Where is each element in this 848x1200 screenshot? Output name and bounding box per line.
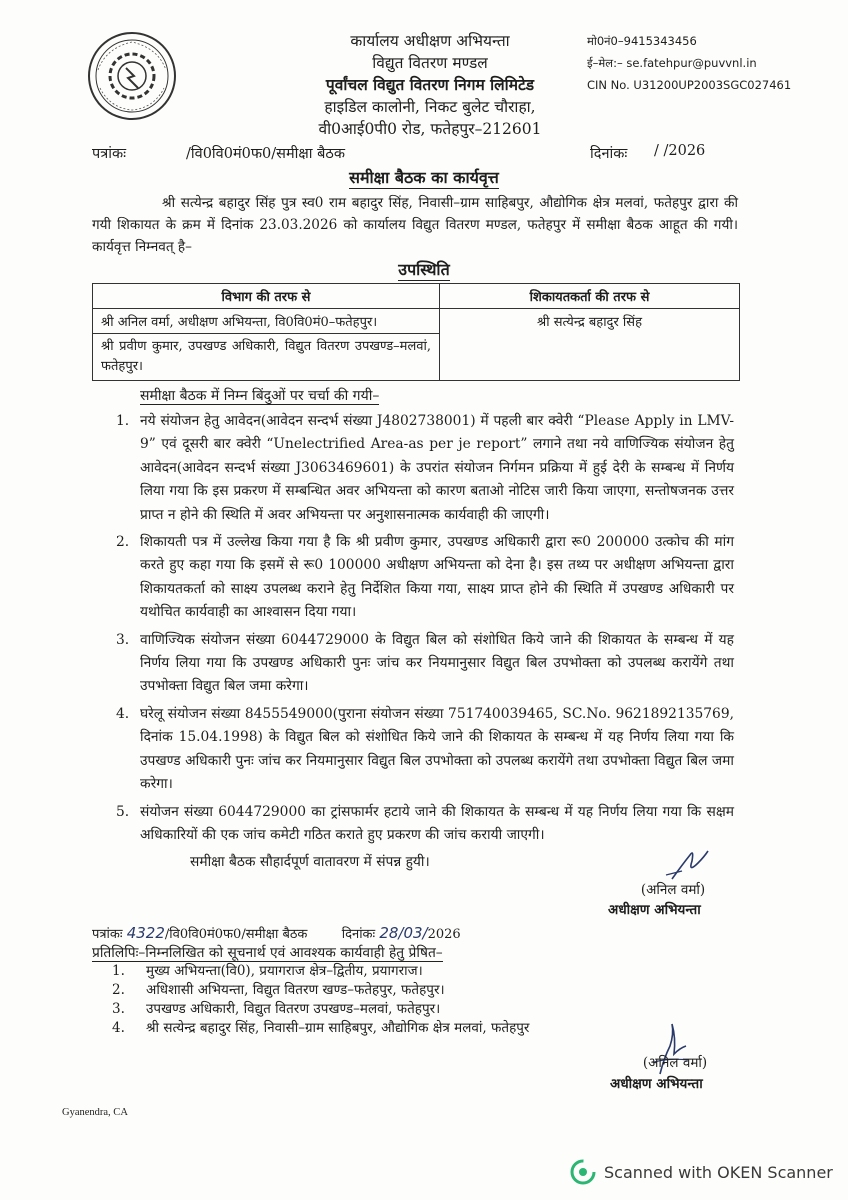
signatory-name: (अनिल वर्मा) (640, 882, 706, 898)
date-label: दिनांकः (590, 146, 628, 162)
signatory-name: (अनिल वर्मा) (642, 1055, 708, 1071)
signatory-designation: अधीक्षण अभियन्ता (610, 1076, 703, 1092)
copy-heading: प्रतिलिपिः–निम्नलिखित को सूचनार्थ एवं आवश्यक कार्यवाही हेतु प्रेषित– (92, 945, 443, 961)
table-header-row (93, 284, 740, 309)
point-text: नये संयोजन हेतु आवेदन(आवेदन सन्दर्भ संख्या J4802738001) में पहली बार क्वेरी “Please Apply in LMV-9” एवं दूसरी बार क्वेरी “Unelectrified Area-as per je report” लगाने तथा नये वाणिज्यिक संयोजन हेतु आवेदन(आवेदन सन्दर्भ संख्या J3063469601) के उपरांत संयोजन निर्गमन प्रक्रिया में हुई देरी के सम्बन्ध में निर्णय लिया गया कि इस प्रकरण में सम्बन्धित अवर अभियन्ता को कारण बताओ नोटिस जारी किया जाएगा, सन्तोषजनक उत्तर प्राप्त न होने की स्थिति में अवर अभियन्ता पर अनुशासनात्मक कार्यवाही की जाएगी। (140, 413, 734, 523)
date-year: 2026 (427, 927, 461, 942)
list-item (112, 1000, 529, 1019)
point-number: 1. (116, 413, 130, 429)
list-item (108, 410, 734, 527)
copy-text: अधिशासी अभियन्ता, विद्युत वितरण खण्ड–फतेहपुर, फतेहपुर। (146, 982, 445, 998)
copy-number: 3. (112, 1001, 125, 1017)
attendance-table (92, 283, 740, 381)
email-address: ई–मेल:– se.fatehpur@puvvnl.in (587, 56, 757, 70)
date-value: / /2026 (654, 143, 706, 159)
discussion-points-list (108, 410, 734, 847)
office-line: विद्युत वितरण मण्डल (372, 54, 488, 72)
office-line: वी0आई0पी0 रोड, फतेहपुर–212601 (318, 120, 542, 138)
patrank-value: /वि0वि0मं0फ0/समीक्षा बैठक (186, 146, 345, 162)
discom-logo-icon (86, 30, 178, 122)
copy-recipients-list (112, 962, 529, 1038)
department-member: श्री अनिल वर्मा, अधीक्षण अभियन्ता, वि0वि0मं0–फतेहपुर। (93, 309, 440, 334)
copy-number: 1. (112, 963, 125, 979)
point-number: 3. (116, 631, 130, 648)
intro-paragraph: श्री सत्येन्द्र बहादुर सिंह पुत्र स्व0 राम बहादुर सिंह, निवासी–ग्राम साहिबपुर, औद्योगिक क्षेत्र मलवां, फतेहपुर द्वारा की गयी शिकायत के क्रम में दिनांक 23.03.2026 को कार्यालय विद्युत वितरण मण्डल, फतेहपुर में समीक्षा बैठक आहूत की गयी। कार्यवृत्त निम्नवत् है– (92, 195, 738, 255)
list-item (112, 1019, 529, 1038)
list-item (108, 703, 734, 797)
closing-statement: समीक्षा बैठक सौहार्दपूर्ण वातावरण में संपन्न हुयी। (190, 854, 430, 870)
column-header-complainant: शिकायतकर्ता की तरफ से (440, 284, 740, 309)
office-line: कार्यालय अधीक्षण अभियन्ता (350, 32, 510, 50)
patrank-number: 4322 (126, 924, 165, 942)
point-text: संयोजन संख्या 6044729000 का ट्रांसफार्मर हटाये जाने की शिकायत के सम्बन्ध में यह निर्णय लिया गया कि सक्षम अधिकारियों की एक जांच कमेटी गठित कराते हुए प्रकरण की जांच करायी जाएगी। (140, 803, 734, 843)
footnote: Gyanendra, CA (62, 1107, 128, 1118)
column-header-department: विभाग की तरफ से (93, 284, 440, 309)
copy-number: 2. (112, 982, 125, 998)
patrank-suffix: /वि0वि0मं0फ0/समीक्षा बैठक (164, 927, 308, 942)
point-number: 2. (116, 534, 130, 551)
department-member: श्री प्रवीण कुमार, उपखण्ड अधिकारी, विद्युत वितरण उपखण्ड–मलवां, फतेहपुर। (93, 334, 440, 381)
office-address-block (300, 30, 560, 140)
page-title: समीक्षा बैठक का कार्यवृत्त (349, 168, 499, 187)
list-item (108, 801, 734, 848)
attendance-heading: उपस्थिति (398, 260, 450, 279)
complainant-name: श्री सत्येन्द्र बहादुर सिंह (440, 309, 740, 381)
signatory-designation: अधीक्षण अभियन्ता (608, 902, 701, 918)
copy-text: मुख्य अभियन्ता(वि0), प्रयागराज क्षेत्र–द्वितीय, प्रयागराज। (146, 963, 423, 979)
date-handwritten: 28/03/ (379, 924, 428, 942)
patrank-label: पत्रांकः (92, 927, 123, 942)
point-number: 4. (116, 705, 130, 722)
mobile-number: मो0नं0–9415343456 (587, 34, 697, 48)
copy-text: श्री सत्येन्द्र बहादुर सिंह, निवासी–ग्राम साहिबपुर, औद्योगिक क्षेत्र मलवां, फतेहपुर (146, 1020, 530, 1036)
point-text: वाणिज्यिक संयोजन संख्या 6044729000 के विद्युत बिल को संशोधित किये जाने की शिकायत के सम्बन्ध में यह निर्णय लिया गया कि उपखण्ड अधिकारी पुनः जांच कर नियमानुसार विद्युत बिल उपभोक्ता को उपलब्ध करायेंगे तथा उपभोक्ता विद्युत बिल जमा करेगा। (140, 631, 734, 695)
scanner-text: Scanned with OKEN Scanner (604, 1162, 833, 1182)
copy-text: उपखण्ड अधिकारी, विद्युत वितरण उपखण्ड–मलवां, फतेहपुर। (146, 1001, 441, 1017)
date-label: दिनांकः (341, 927, 376, 942)
point-text: शिकायती पत्र में उल्लेख किया गया है कि श्री प्रवीण कुमार, उपखण्ड अधिकारी द्वारा रू0 200000 उत्कोच की मांग करते हुए कहा गया कि इसमें से रू0 100000 अधीक्षण अभियन्ता को देना है। इस तथ्य पर अधीक्षण अभियन्ता द्वारा शिकायतकर्ता को साक्ष्य उपलब्ध कराने हेतु निर्देशित किया गया, साक्ष्य प्राप्त होने की स्थिति में उपखण्ड अधिकारी पर यथोचित कार्यवाही का आश्वासन दिया गया। (140, 534, 734, 621)
table-row (93, 309, 740, 334)
point-text: घरेलू संयोजन संख्या 8455549000(पुराना संयोजन संख्या 751740039465, SC.No. 9621892135769, दिनांक 15.04.1998) के विद्युत बिल को संशोधित किये जाने की शिकायत के सम्बन्ध में यह निर्णय लिया गया कि उपखण्ड अधिकारी पुनः जांच कर नियमानुसार विद्युत बिल उपभोक्ता को उपलब्ध करायेंगे तथा उपभोक्ता विद्युत बिल जमा करेगा। (140, 705, 734, 793)
contact-block (587, 30, 791, 96)
discussion-heading: समीक्षा बैठक में निम्न बिंदुओं पर चर्चा की गयी– (140, 388, 380, 404)
point-number: 5. (116, 803, 130, 820)
office-line: हाइडिल कालोनी, निकट बुलेट चौराहा, (324, 98, 536, 116)
cin-number: CIN No. U31200UP2003SGC027461 (587, 78, 792, 92)
signature-icon (612, 845, 732, 885)
list-item (108, 629, 734, 699)
scanner-badge (570, 1158, 833, 1186)
scanner-logo-icon (570, 1159, 596, 1185)
list-item (108, 531, 734, 625)
list-item (112, 962, 529, 981)
patrank-label: पत्रांकः (92, 146, 127, 162)
copy-number: 4. (112, 1020, 125, 1036)
office-line: पूर्वांचल विद्युत वितरण निगम लिमिटेड (325, 75, 535, 94)
list-item (112, 981, 529, 1000)
reference-line-2 (92, 924, 461, 942)
